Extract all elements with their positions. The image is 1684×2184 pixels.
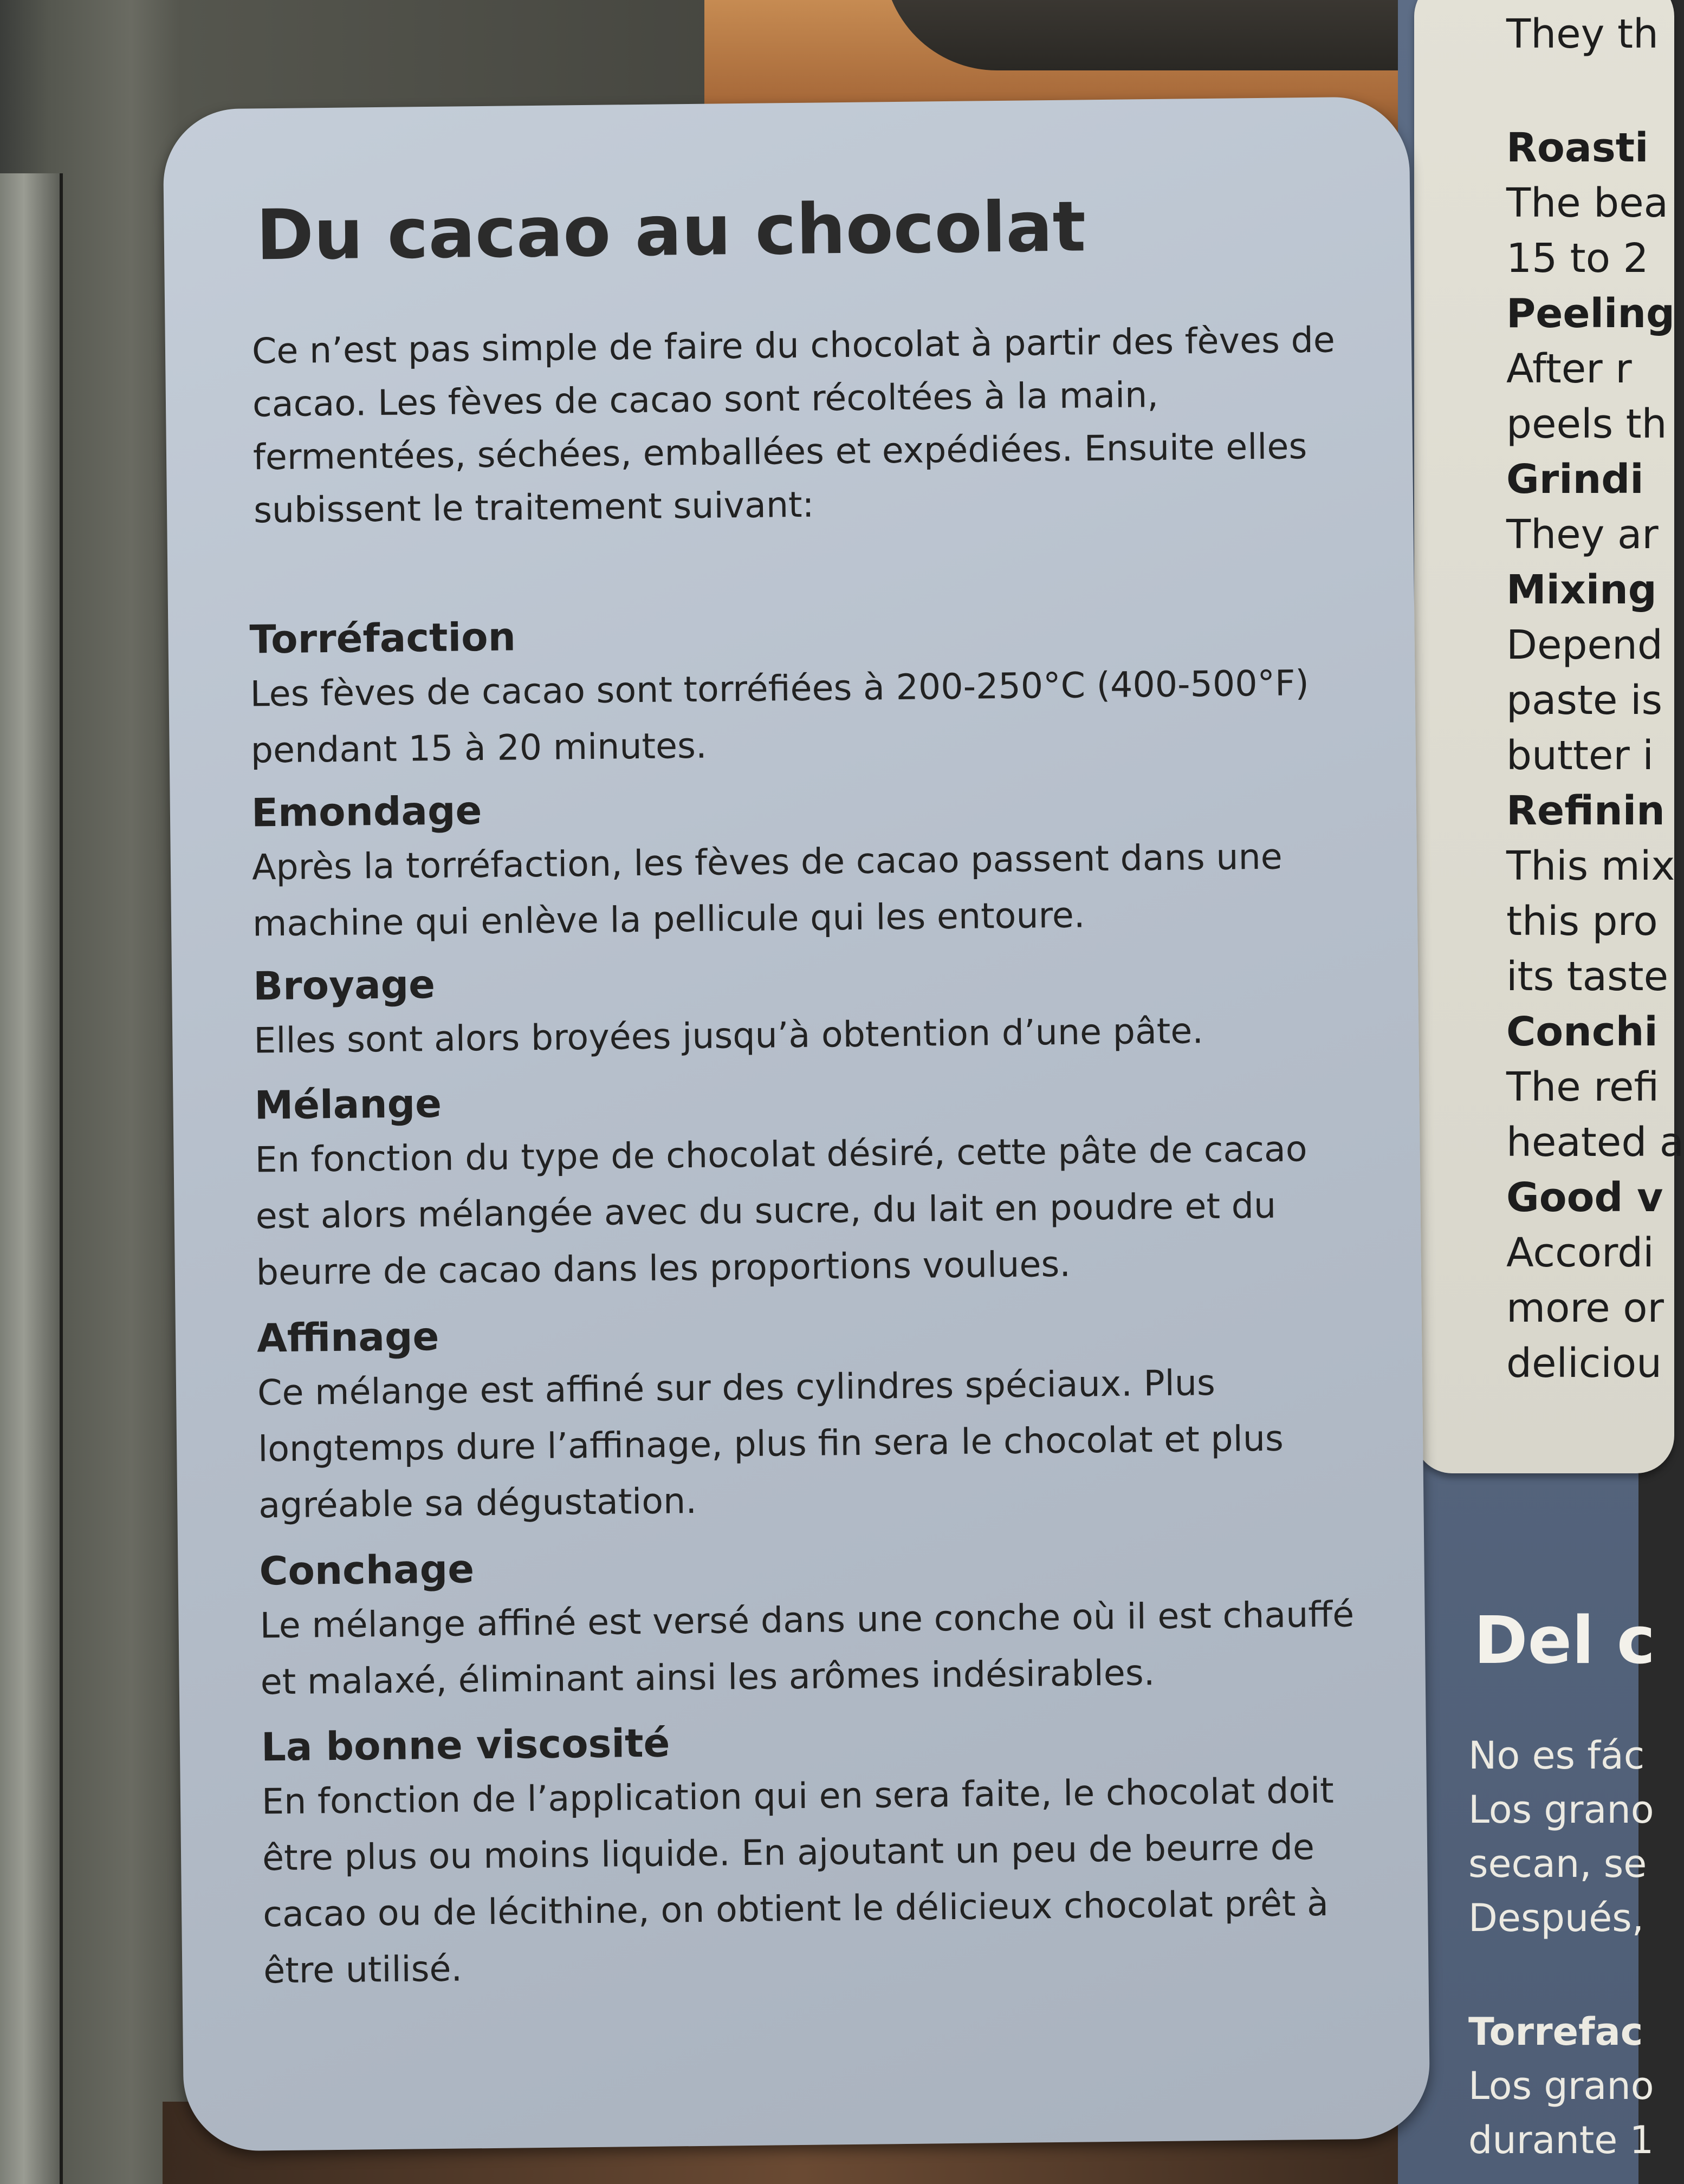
section-body: En fonction de l’application qui en sera faite, le chocolat doit être plus ou moins liquide. En ajoutant un peu de beurre de cacao ou de lécithine, on obtient le délicieux chocolat prêt à être utilisé. xyxy=(261,1770,1335,1992)
right-card-line: The bea xyxy=(1506,180,1668,226)
right-card-line: deliciou xyxy=(1506,1340,1662,1387)
right-card-line: paste is xyxy=(1506,677,1663,724)
right-spanish-line: Los grano xyxy=(1468,1787,1654,1832)
right-card-line: Accordi xyxy=(1506,1230,1654,1276)
main-french-card xyxy=(163,96,1430,2152)
right-card-line: heated a xyxy=(1506,1119,1684,1166)
section-emondage xyxy=(251,774,1363,952)
right-card-line: peels th xyxy=(1506,401,1667,447)
right-card-line: Grindi xyxy=(1506,456,1644,503)
card-title: Du cacao au chocolat xyxy=(255,186,1086,276)
section-broyage xyxy=(253,947,1365,1069)
right-spanish-line: secan, se xyxy=(1468,1842,1647,1886)
right-spanish-line: durante 1 xyxy=(1468,2118,1654,2162)
section-heading: Conchage xyxy=(259,1546,475,1594)
right-card-line: its taste xyxy=(1506,953,1669,1000)
right-spanish-line: Torrefac xyxy=(1468,2010,1643,2054)
right-card-line: butter i xyxy=(1506,732,1654,779)
section-heading: Mélange xyxy=(254,1080,442,1128)
right-card-line: They th xyxy=(1506,11,1659,57)
section-affinage xyxy=(257,1299,1370,1534)
section-heading: Emondage xyxy=(251,788,482,836)
right-card-line: After r xyxy=(1506,346,1632,392)
section-conchage xyxy=(259,1532,1371,1711)
right-card-line: This mix xyxy=(1506,843,1675,889)
right-card-line: Refinin xyxy=(1506,788,1665,834)
card-intro: Ce n’est pas simple de faire du chocolat à partir des fèves de cacao. Les fèves de cacao sont récoltées à la main, fermentées, séchées, emballées et expédiées. Ensuite elles subissent le traitement suivant: xyxy=(251,320,1336,531)
section-body: Le mélange affiné est versé dans une conche où il est chauffé et malaxé, éliminant ainsi les arômes indésirables. xyxy=(260,1594,1355,1703)
right-card-line: Conchi xyxy=(1506,1009,1658,1055)
right-card-line: 15 to 2 xyxy=(1506,235,1649,282)
section-torrefaction xyxy=(249,601,1362,779)
section-body: En fonction du type de chocolat désiré, cette pâte de cacao est alors mélangée avec du sucre, du lait en poudre et du beurre de cacao dans les proportions voulues. xyxy=(255,1129,1307,1294)
right-card-line: The refi xyxy=(1506,1064,1660,1110)
right-card-line: Depend xyxy=(1506,622,1663,668)
right-card-line: more or xyxy=(1506,1285,1664,1331)
section-heading: Affinage xyxy=(256,1313,439,1361)
right-card-line: Roasti xyxy=(1506,125,1649,171)
right-spanish-line: No es fác xyxy=(1468,1733,1645,1778)
section-bonne-viscosite xyxy=(261,1708,1374,1999)
right-spanish-line: Después, xyxy=(1468,1896,1644,1940)
right-spanish-title: Del c xyxy=(1474,1603,1656,1679)
right-card-line: They ar xyxy=(1506,511,1659,558)
section-body: Elles sont alors broyées jusqu’à obtention d’une pâte. xyxy=(253,1011,1204,1062)
right-card-line: Mixing xyxy=(1506,567,1657,613)
section-melange xyxy=(254,1067,1367,1301)
section-heading: La bonne viscosité xyxy=(261,1720,670,1770)
section-body: Les fèves de cacao sont torréfiées à 200-250°C (400-500°F) pendant 15 à 20 minutes. xyxy=(250,663,1310,771)
right-card-line: Good v xyxy=(1506,1174,1663,1221)
left-display-frame xyxy=(0,173,63,2184)
right-card-line: this pro xyxy=(1506,898,1658,945)
section-heading: Torréfaction xyxy=(249,614,516,662)
right-card-line: Peeling xyxy=(1506,290,1675,337)
section-heading: Broyage xyxy=(252,961,436,1009)
section-body: Après la torréfaction, les fèves de cacao passent dans une machine qui enlève la pellicule qui les entoure. xyxy=(251,836,1283,945)
right-english-card xyxy=(1414,0,1684,1473)
right-spanish-line: Los grano xyxy=(1468,2064,1654,2108)
section-body: Ce mélange est affiné sur des cylindres spéciaux. Plus longtemps dure l’affinage, plus fin sera le chocolat et plus agréable sa dégustation. xyxy=(257,1362,1284,1526)
